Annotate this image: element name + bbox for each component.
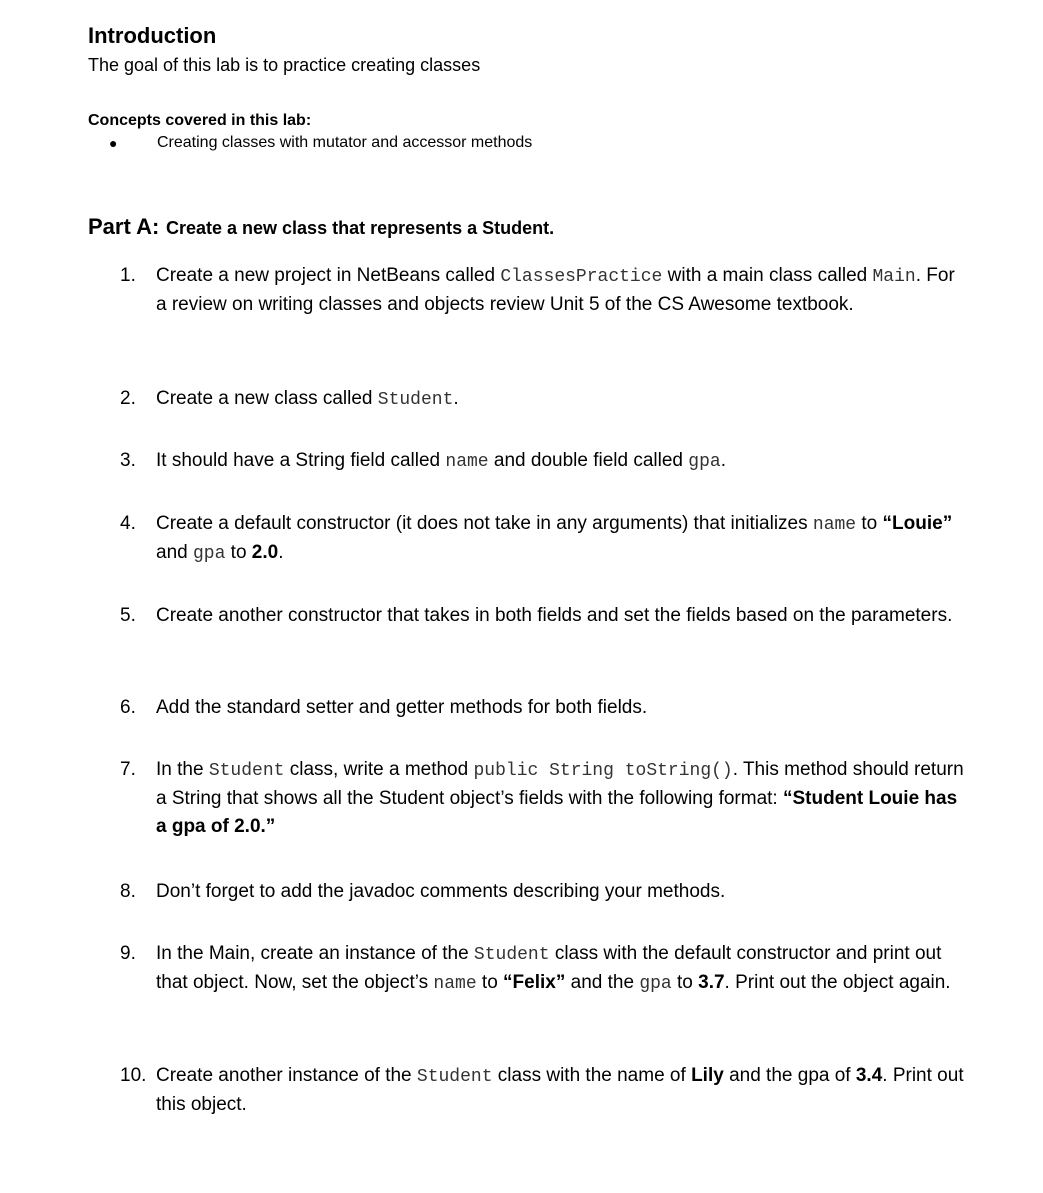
- step-number: 6.: [120, 697, 136, 718]
- intro-heading: Introduction: [88, 23, 217, 48]
- list-item: [88, 132, 988, 154]
- text: . For a review on writing classes and objects review Unit 5 of the CS Awesome textbook.: [156, 265, 955, 315]
- step-text: [156, 262, 968, 319]
- step-text: [156, 510, 968, 568]
- part-a-title: Create a new class that represents a Student.: [165, 218, 555, 238]
- code: Main: [872, 267, 916, 287]
- code: gpa: [639, 974, 672, 994]
- bold-text: “Felix”: [503, 972, 566, 993]
- step-number: 1.: [120, 265, 136, 286]
- text: and: [156, 542, 193, 563]
- bold-text: 3.4: [855, 1065, 883, 1086]
- text: class, write a method: [284, 759, 474, 780]
- text: .: [278, 542, 284, 563]
- text: and double field called: [488, 450, 689, 471]
- text: .: [720, 450, 726, 471]
- step-text: Create another constructor that takes in both fields and set the fields based on the parameters.: [156, 605, 953, 626]
- code: gpa: [192, 544, 226, 564]
- step-text: Don’t forget to add the javadoc comments describing your methods.: [156, 881, 726, 902]
- text: Create a default constructor (it does not take in any arguments) that initializes: [156, 513, 813, 534]
- step-number: 8.: [120, 881, 136, 902]
- code: name: [433, 974, 477, 994]
- text: to: [225, 542, 252, 563]
- step-number: 10.: [120, 1065, 147, 1086]
- step-number: 3.: [120, 450, 136, 471]
- concept-text: Creating classes with mutator and accessor methods: [157, 134, 533, 151]
- text: . Print out this object.: [156, 1065, 964, 1115]
- part-a-heading: [88, 212, 988, 243]
- text: class with the name of: [492, 1065, 692, 1086]
- step-text: [156, 756, 968, 841]
- concepts-heading: Concepts covered in this lab:: [88, 112, 312, 129]
- text: It should have a String field called: [156, 450, 446, 471]
- text: In the: [156, 759, 209, 780]
- step-text: [156, 940, 968, 998]
- text: In the Main, create an instance of the: [156, 943, 474, 964]
- code: name: [812, 515, 857, 535]
- bullet-icon: ●: [109, 135, 118, 151]
- bold-text: “Student Louie has a gpa of 2.0.”: [156, 788, 958, 837]
- code: Student: [377, 390, 454, 410]
- code: name: [445, 452, 489, 472]
- part-a-label: Part A:: [88, 214, 160, 239]
- text: to: [476, 972, 504, 993]
- text: . This method should return a String that shows all the Student object’s fields with the following format:: [156, 759, 964, 809]
- step-text: [156, 447, 968, 476]
- step-text: [156, 385, 968, 414]
- code: gpa: [688, 452, 721, 472]
- bold-text: “Louie”: [882, 513, 953, 534]
- step-number: 5.: [120, 605, 136, 626]
- bold-text: 3.7: [698, 972, 725, 993]
- text: and the: [565, 972, 640, 993]
- code: ClassesPractice: [500, 267, 663, 287]
- step-text: Add the standard setter and getter methods for both fields.: [156, 697, 648, 718]
- text: with a main class called: [662, 265, 873, 286]
- step-number: 4.: [120, 513, 136, 534]
- code: Student: [473, 945, 550, 965]
- text: Create a new project in NetBeans called: [156, 265, 501, 286]
- document-page: [88, 22, 988, 243]
- code: Student: [416, 1067, 493, 1087]
- intro-text: The goal of this lab is to practice creating classes: [88, 55, 481, 75]
- text: .: [453, 388, 459, 409]
- text: to: [856, 513, 883, 534]
- step-number: 7.: [120, 759, 136, 780]
- step-text: [156, 1062, 968, 1119]
- code: Student: [208, 761, 285, 781]
- step-number: 2.: [120, 388, 136, 409]
- code: public String toString(): [473, 761, 733, 781]
- text: and the gpa of: [723, 1065, 856, 1086]
- text: to: [671, 972, 699, 993]
- step-number: 9.: [120, 943, 136, 964]
- concepts-list: [88, 132, 988, 154]
- text: Create a new class called: [156, 388, 378, 409]
- text: class with the default constructor and print out that object. Now, set the object’s: [156, 943, 942, 993]
- text: Create another instance of the: [156, 1065, 417, 1086]
- bold-text: 2.0: [251, 542, 279, 563]
- bold-text: Lily: [691, 1065, 724, 1086]
- text: . Print out the object again.: [724, 972, 951, 993]
